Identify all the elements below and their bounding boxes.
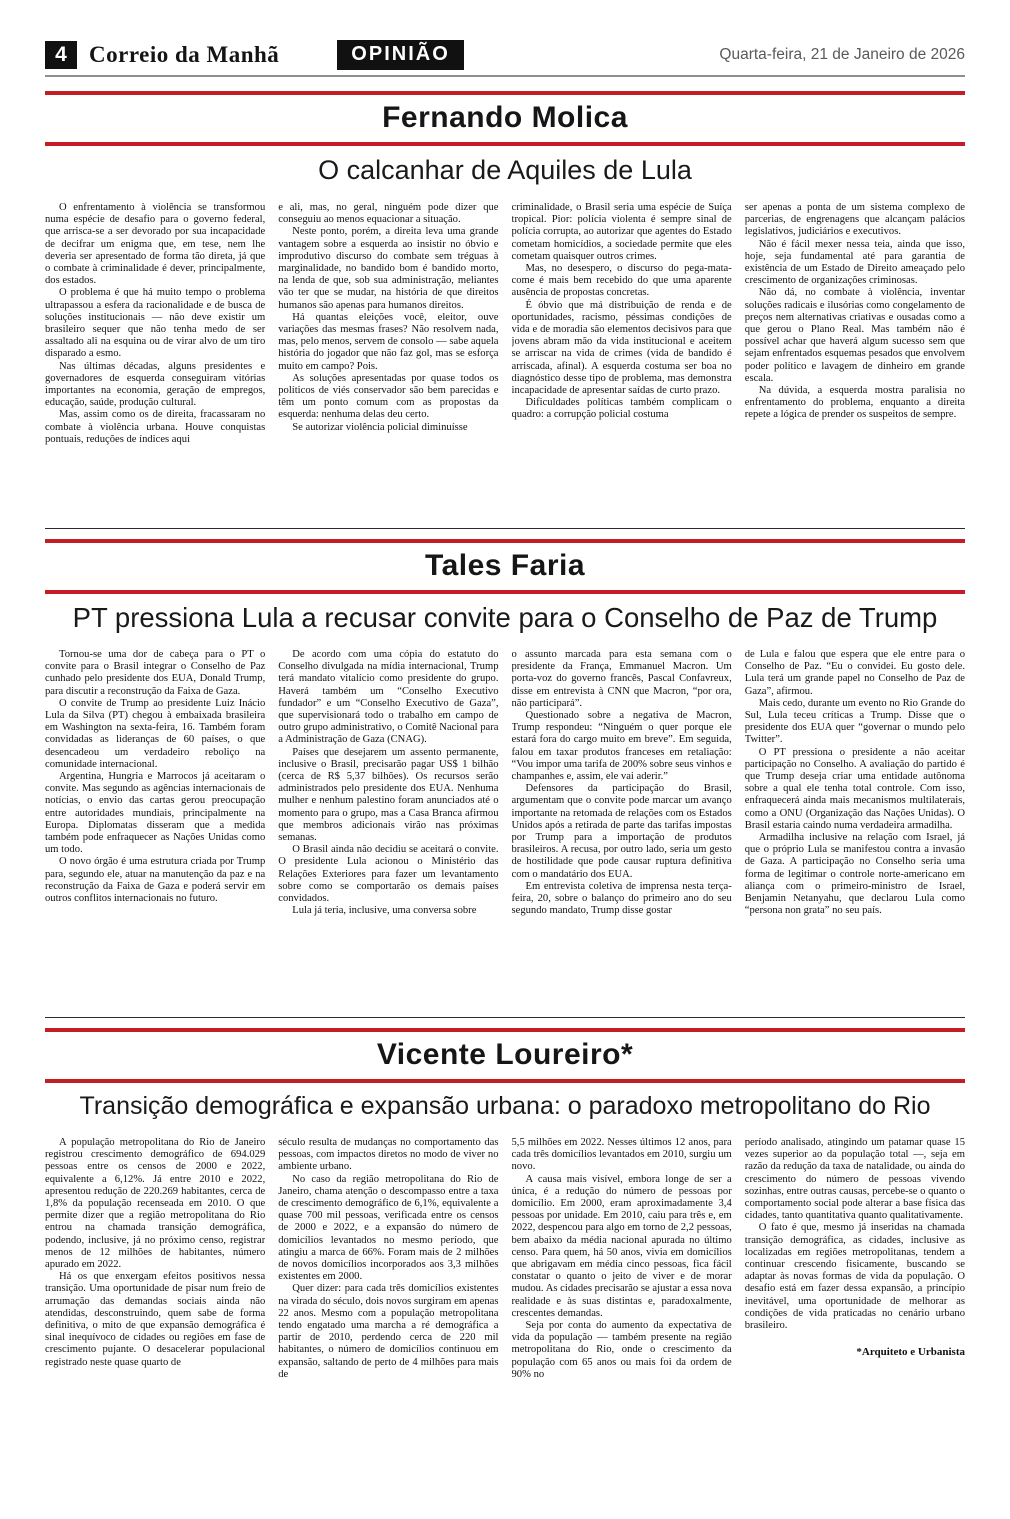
article-paragraph: Mas, no desespero, o discurso do pega-mata-come é mais bem recebido do que uma aparente ausência de propostas concretas. [511, 263, 732, 299]
article-paragraph: e ali, mas, no geral, ninguém pode dizer que conseguiu ao menos equacionar a situação. [278, 202, 499, 226]
author-name: Fernando Molica [382, 101, 628, 134]
article-paragraph: As soluções apresentadas por quase todos os políticos de viés conservador são bem parecidas e têm um ponto comum com as propostas da esquerda: nenhuma delas deu certo. [278, 372, 499, 421]
article-fernando-molica [45, 91, 965, 529]
article-paragraph: Dificuldades políticas também complicam o quadro: a corrupção policial costuma [511, 397, 732, 421]
article-paragraph: Defensores da participação do Brasil, argumentam que o convite pode marcar um avanço importante na retomada de relações com os Estados Unidos após a retirada de parte das tarifas impostas por Trump para a importação de produtos brasileiros. A recusa, por outro lado, seria um gesto de hostilidade que pode causar ruptura definitiva com o mandatário dos EUA. [511, 783, 732, 880]
text-column [278, 649, 498, 1009]
section-end-divider [45, 1017, 965, 1018]
article-paragraph: O PT pressiona o presidente a não aceitar participação no Conselho. A avaliação do partido é que Trump deseja criar uma entidade autônoma sobre a qual ele tenha total controle. Com isso, enfraquecerá ainda mais mecanismos multilaterais, como a ONU (Organização das Nações Unidas). O Brasil estaria caindo numa verdadeira armadilha. [744, 746, 965, 831]
author-footnote: *Arquiteto e Urbanista [856, 1346, 965, 1359]
article-paragraph: período analisado, atingindo um patamar quase 15 vezes superior ao da população total —, seja em razão da redução da taxa de natalidade, ou ainda do crescimento do número de pessoas vivendo sozinhas, entre outras causas, percebe-se o quanto o comportamento social pode alterar a base física das cidades, tanto quantitativa quanto qualitativamente. [744, 1137, 965, 1222]
article-paragraph: Nas últimas décadas, alguns presidentes e governadores de esquerda conseguiram vitórias importantes na economia, geração de empregos, educação, saúde, produção cultural. [45, 360, 266, 409]
article-paragraph: Se autorizar violência policial diminuísse [292, 421, 468, 433]
article-paragraph: criminalidade, o Brasil seria uma espécie de Suíça tropical. Pior: polícia violenta é sempre sinal de polícia corrupta, ao autorizar que agentes do Estado cometam homicídios, a sociedade permite que eles cometam quaisquer outros crimes. [511, 202, 732, 262]
text-column [745, 649, 965, 1009]
author-name: Vicente Loureiro* [376, 1038, 634, 1071]
article-paragraph: Na dúvida, a esquerda mostra paralisia no enfrentamento do problema, enquanto a direita repete a lógica de prender os suspeitos de sempre. [744, 385, 965, 421]
article-paragraph: O novo órgão é uma estrutura criada por Trump para, segundo ele, atuar na manutenção da paz e na reconstrução da Faixa de Gaza e poderá servir em outros conflitos internacionais no futuro. [45, 856, 266, 905]
article-headline: Transição demográfica e expansão urbana: o paradoxo metropolitano do Rio [79, 1092, 931, 1120]
article-paragraph: de Lula e falou que espera que ele entre para o Conselho de Paz. “Eu o convidei. Eu gosto dele. Lula terá um grande papel no Conselho de Paz de Gaza”, afirmou. [744, 649, 965, 697]
article-headline: O calcanhar de Aquiles de Lula [318, 155, 692, 185]
article-paragraph: De acordo com uma cópia do estatuto do Conselho divulgada na mídia internacional, Trump terá mandato vitalício como presidente do grupo. Haverá também um “Conselho Executivo fundador” e um “Conselho Executivo de Gaza”, que supervisionará todo o trabalho em campo de outro grupo administrativo, o Comitê Nacional para a Administração de Gaza (CNAG). [278, 649, 499, 746]
page-number-badge: 4 [45, 41, 77, 69]
text-column [512, 1137, 732, 1519]
article-paragraph: Não dá, no combate à violência, inventar soluções radicais e ilusórias como congelamento de preços nem alternativas criativas e ousadas como a que gerou o Plano Real. Mas também não é possível achar que haverá algum sucesso sem que sejam enfrentados esquemas pesados que envolvem poder político e lavagem de dinheiro em grande escala. [744, 287, 965, 384]
article-headline: PT pressiona Lula a recusar convite para o Conselho de Paz de Trump [72, 602, 938, 633]
article-columns [45, 202, 965, 520]
article-paragraph: 5,5 milhões em 2022. Nesses últimos 12 anos, para cada três domicílios levantados em 2010, surgiu um novo. [511, 1137, 732, 1173]
text-column [512, 202, 732, 520]
article-paragraph: Quer dizer: para cada três domicílios existentes na virada do século, dois novos surgiram em apenas 22 anos. Mesmo com a população metropolitana tendo engatado uma marcha a ré demográfica a partir de 2010, perdendo cerca de 220 mil habitantes, o número de domicílios continuou em expansão, saltando de perto de 4 milhões para mais de [278, 1283, 499, 1380]
edition-date: Quarta-feira, 21 de Janeiro de 2026 [719, 46, 965, 63]
article-paragraph: século resulta de mudanças no comportamento das pessoas, com impactos diretos no modo de viver no ambiente urbano. [278, 1137, 499, 1173]
section-end-divider [45, 528, 965, 529]
article-paragraph: Lula já teria, inclusive, uma conversa sobre [292, 905, 477, 917]
article-paragraph: Neste ponto, porém, a direita leva uma grande vantagem sobre a esquerda ao insistir no óbvio e improdutivo discurso do combate sem tréguas à marginalidade, no bandido bom é bandido morto, na lenda de que, sob sua administração, meliantes vão ter que se mudar, na história de que direitos humanos são apenas para humanos direitos. [278, 226, 499, 311]
article-paragraph: Não é fácil mexer nessa teia, ainda que isso, hoje, seja fundamental até para garantia de existência de um Estado de Direito ameaçado pelo crescimento de organizações criminosas. [744, 238, 965, 287]
page-header [45, 40, 965, 70]
article-paragraph: É óbvio que má distribuição de renda e de oportunidades, racismo, péssimas condições de vida e de moradia são elementos decisivos para que jovens abram mão da vida institucional e aceitem se arriscar na vida de crimes (vida de bandido é arriscada, afinal). A esquerda costuma ser boa no diagnóstico desse tipo de problema, mas demonstra incapacidade de apresentar saídas de curto prazo. [511, 299, 732, 397]
text-column [45, 1137, 265, 1519]
article-columns [45, 649, 965, 1009]
header-divider [45, 75, 965, 77]
article-paragraph: O convite de Trump ao presidente Luiz Inácio Lula da Silva (PT) chegou à embaixada brasileira em Washington na sexta-feira, 16. Também foram convidadas as lideranças de 60 países, o que desencadeou um verdadeiro reboliço na comunidade internacional. [45, 697, 266, 770]
text-column [745, 1137, 965, 1519]
article-paragraph: Armadilha inclusive na relação com Israel, já que o próprio Lula se manifestou contra a invasão de Gaza. A participação no Conselho seria uma forma de legitimar o controle norte-americano em aliança com o primeiro-ministro de Israel, Benjamin Netanyahu, que declarou Lula como “persona non grata” no seu país. [744, 832, 965, 917]
article-paragraph: O enfrentamento à violência se transformou numa espécie de desafio para o governo federal, que arrisca-se a ser devorado por sua incapacidade de decifrar um enigma que, em tese, nem lhe deveria ser apresentado de forma tão direta, já que o combate à criminalidade é dever, principalmente, dos estados. [45, 202, 266, 287]
article-paragraph: A população metropolitana do Rio de Janeiro registrou crescimento demográfico de 694.029 pessoas entre os censos de 2000 e 2022, equivalente a 6,12%. Já entre 2010 e 2022, apresentou redução de 220.269 habitantes, cerca de 1,8% da população recenseada em 2010. O que permite dizer que a região metropolitana do Rio entrou na chamada transição demográfica, podendo, inclusive, já no próximo censo, registrar menos de 12 milhões de habitantes, número apurado em 2022. [45, 1137, 266, 1271]
article-paragraph: Mais cedo, durante um evento no Rio Grande do Sul, Lula teceu críticas a Trump. Disse que o presidente dos EUA quer “governar o mundo pelo Twitter”. [744, 697, 965, 746]
article-paragraph: O problema é que há muito tempo o problema ultrapassou a esfera da racionalidade e de busca de soluções institucionais — não deve existir um brasileiro sequer que não tenha medo de ser assaltado ali na esquina ou de virar alvo de um tiro disparado a esmo. [45, 287, 266, 360]
article-paragraph: ser apenas a ponta de um sistema complexo de parcerias, de engrenagens que alcançam palácios legislativos, judiciários e executivos. [744, 202, 965, 238]
article-paragraph: Em entrevista coletiva de imprensa nesta terça-feira, 20, sobre o balanço do primeiro ano do seu segundo mandato, Trump disse gostar [511, 880, 732, 917]
article-columns [45, 1137, 965, 1519]
text-column [45, 202, 265, 520]
text-column [278, 202, 498, 520]
article-paragraph: Mas, assim como os de direita, fracassaram no combate à violência urbana. Houve conquistas pontuais, reduções de índices aqui [45, 409, 266, 445]
article-tales-faria [45, 539, 965, 1018]
text-column [745, 202, 965, 520]
article-paragraph: Há os que enxergam efeitos positivos nessa transição. Uma oportunidade de pisar num freio de arrumação das demandas sociais ainda não atendidas, desconstruindo, quem sabe de forma definitiva, o mito de que expansão demográfica é sinal inequívoco de cidades ou regiões em fase de crescimento pujante. O desacelerar populacional registrado neste quase quarto de [45, 1271, 266, 1368]
section-label: OPINIÃO [337, 40, 463, 70]
article-paragraph: o assunto marcada para esta semana com o presidente da França, Emmanuel Macron. Um porta-voz do governo francês, Pascal Confavreux, disse em entrevista à CNN que Macron, “por ora, não participará”. [511, 649, 732, 709]
article-vicente-loureiro [45, 1028, 965, 1519]
article-paragraph: Seja por conta do aumento da expectativa de vida da população — também presente na região metropolitana do Rio, onde o crescimento da população com 65 anos ou mais foi da ordem de 90% no [511, 1320, 732, 1380]
masthead-logo: Correio da Manhã [89, 42, 280, 67]
article-paragraph: Argentina, Hungria e Marrocos já aceitaram o convite. Mas segundo as agências internacionais de notícias, o envio das cartas gerou preocupação entre autoridades mundiais, principalmente na Europa. Diplomatas disseram que a medida também pode enfraquecer as Nações Unidas como um todo. [45, 771, 266, 856]
text-column [45, 649, 265, 1009]
article-paragraph: O Brasil ainda não decidiu se aceitará o convite. O presidente Lula acionou o Ministério das Relações Exteriores para fazer um levantamento sobre como se comportarão os demais países convidados. [278, 844, 499, 905]
article-paragraph: A causa mais visível, embora longe de ser a única, é a redução do número de pessoas por domicílio. Em 2000, eram aproximadamente 3,4 pessoas por unidade. Em 2010, caiu para três e, em 2022, despencou para algo em torno de 2,2 pessoas, bem abaixo da média nacional apurada no último censo. Para quem, há 50 anos, vivia em domicílios que abrigavam em média cinco pessoas, fica fácil constatar o quanto o jeito de viver e de morar mudou. As cidades precisarão se ajustar a essa nova realidade e às suas distintas e, paradoxalmente, crescentes demandas. [511, 1173, 732, 1319]
article-paragraph: Tornou-se uma dor de cabeça para o PT o convite para o Brasil integrar o Conselho de Paz cunhado pelo presidente dos EUA, Donald Trump, para discutir a reconstrução da Faixa de Gaza. [45, 649, 266, 697]
article-paragraph: Questionado sobre a negativa de Macron, Trump respondeu: “Ninguém o quer porque ele estará fora do cargo muito em breve”. Em seguida, falou em taxar produtos franceses em retaliação: “Vou impor uma tarifa de 200% sobre seus vinhos e champanhes e, assim, ele vai aderir.” [511, 710, 732, 783]
article-paragraph: Países que desejarem um assento permanente, inclusive o Brasil, precisarão pagar US$ 1 bilhão (cerca de R$ 5,37 bilhões). Os recursos serão administrados pelo presidente dos EUA. Nenhuma mulher e nenhum palestino foram anunciados até o momento para o grupo, mas a Casa Branca afirmou que membros adicionais virão nas próximas semanas. [278, 746, 499, 844]
article-paragraph: O fato é que, mesmo já inseridas na chamada transição demográfica, as cidades, inclusive as localizadas em regiões metropolitanas, tendem a continuar crescendo fisicamente, buscando se adaptar às novas formas de vida da população. O desafio está em fazer dessa expansão, a princípio inevitável, uma oportunidade de melhorar as condições de vida praticadas no cenário urbano brasileiro. [744, 1222, 965, 1332]
text-column [512, 649, 732, 1009]
text-column [278, 1137, 498, 1519]
author-name: Tales Faria [424, 549, 586, 582]
article-paragraph: No caso da região metropolitana do Rio de Janeiro, chama atenção o descompasso entre a taxa de crescimento demográfico de 6,1%, equivalente a quase 700 mil pessoas, verificada entre os censos de 2000 e 2022, e a expansão do número de domicílios levantados no mesmo período, que atingiu a marca de 66%. Foram mais de 2 milhões de novos domicílios incorporados aos 3,3 milhões existentes em 2000. [278, 1173, 499, 1283]
article-paragraph: Há quantas eleições você, eleitor, ouve variações das mesmas frases? Não resolvem nada, mas, pelo menos, servem de consolo — sabe aquela história do jogador que não faz gol, mas se esforça muito em campo? Pois. [278, 311, 499, 372]
